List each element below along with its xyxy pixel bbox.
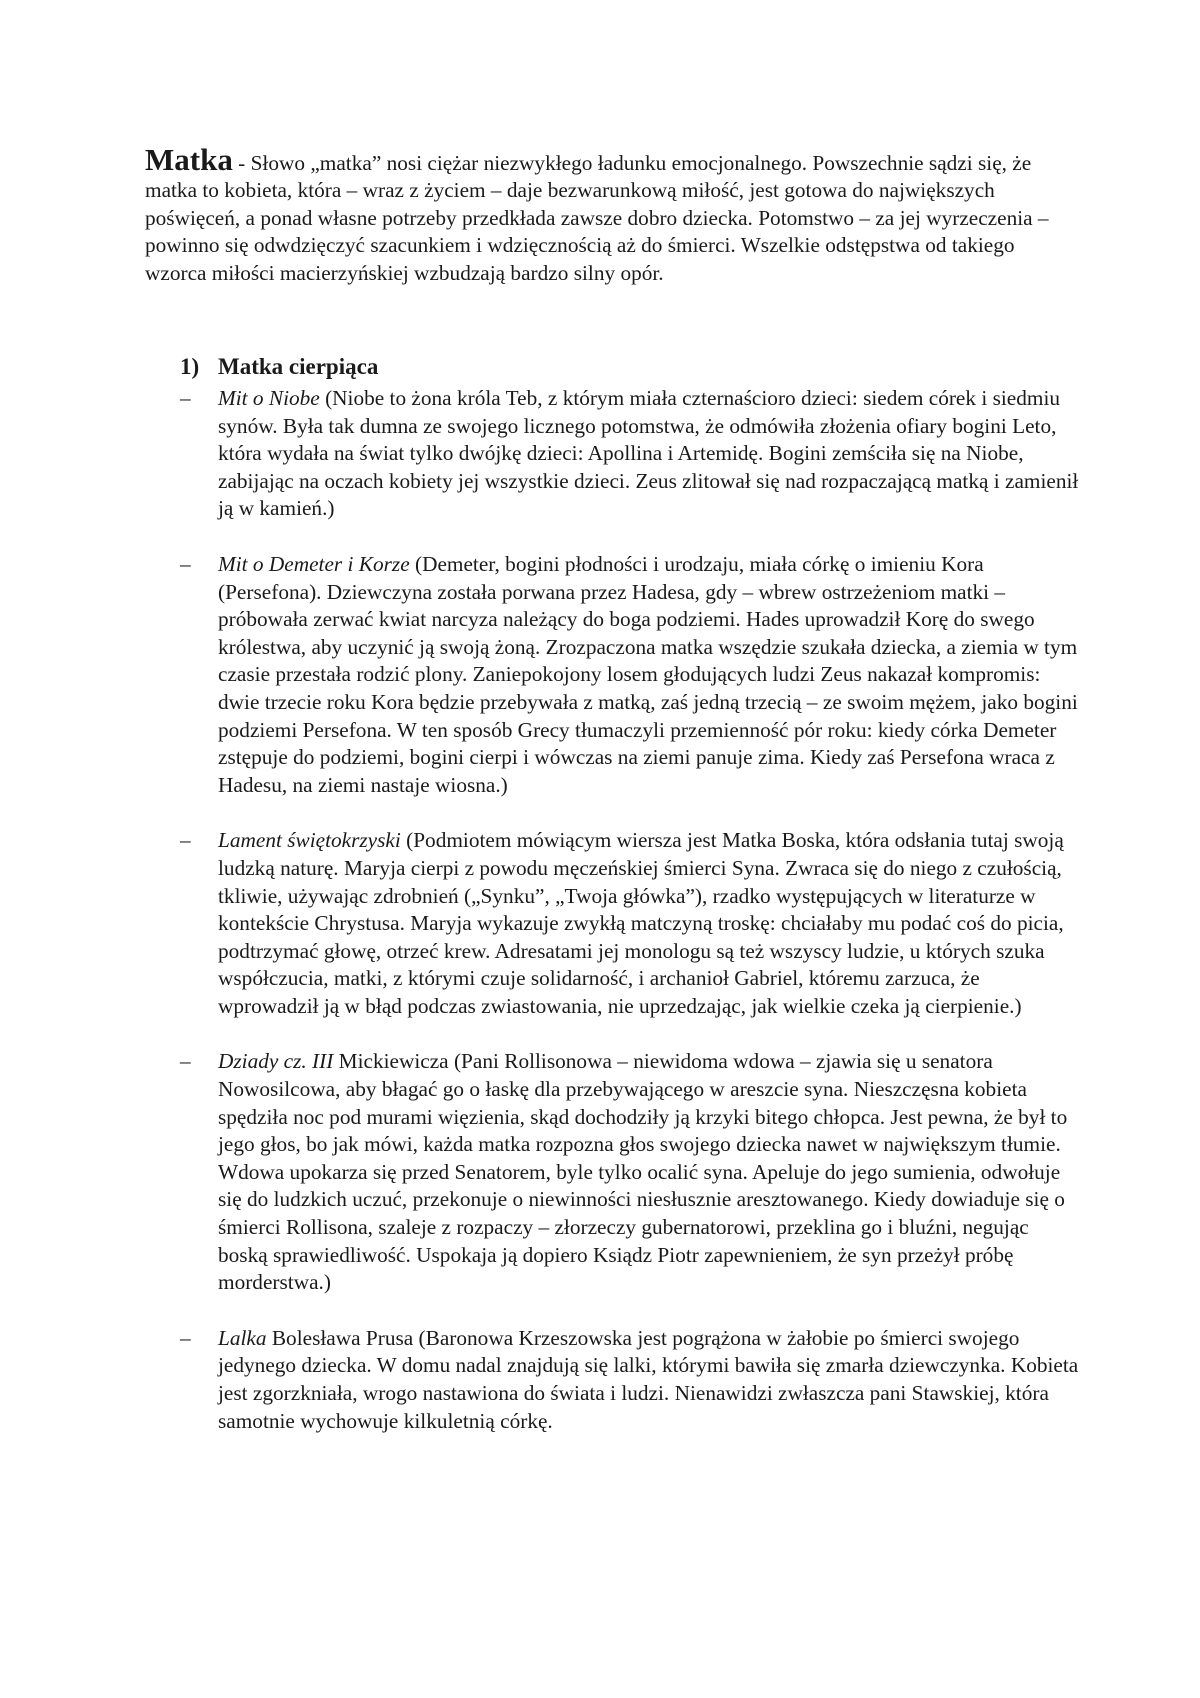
list-item-text [218, 1325, 1083, 1435]
list-item [180, 385, 1080, 523]
item-description: (Demeter, bogini płodności i urodzaju, miała córkę o imieniu Kora (Persefona). Dziewczyna została porwana przez Hadesa, gdy – wbrew ostrzeżeniom matki – próbowała zerwać kwiat narcyza należący do boga podziemi. Hades uprowadził Korę do swego królestwa, aby uczynić ją swoją żoną. Zrozpaczona matka wszędzie szukała dziecka, a ziemia w tym czasie przestała rodzić plony. Zaniepokojony losem głodujących ludzi Zeus nakazał kompromis: dwie trzecie roku Kora będzie przebywała z matką, zaś jedną trzecią – ze swoim mężem, jako bogini podziemi Persefona. W ten sposób Grecy tłumaczyli przemienność pór roku: kiedy córka Demeter zstępuje do podziemi, bogini cierpi i wówczas na ziemi panuje zima. Kiedy zaś Persefona wraca z Hadesu, na ziemi nastaje wiosna.) [218, 551, 1078, 797]
work-author: Mickiewicza [333, 1049, 449, 1074]
list-item [180, 1325, 1080, 1435]
section-title: Matka cierpiąca [218, 354, 379, 379]
work-title: Dziady cz. III [218, 1049, 334, 1074]
list-item-text [218, 385, 1083, 523]
title-separator: - [232, 151, 251, 175]
list-item [180, 827, 1080, 1020]
list-item [180, 551, 1080, 799]
work-author: Bolesława Prusa [266, 1325, 414, 1350]
dash-bullet: – [180, 1049, 191, 1074]
section-number: 1) [180, 354, 200, 379]
work-title: Lalka [218, 1325, 267, 1350]
dash-bullet: – [180, 551, 191, 576]
dash-bullet: – [180, 386, 191, 410]
item-description: (Baronowa Krzeszowska jest pogrążona w żałobie po śmierci swojego jedynego dziecka. W domu nadal znajdują się lalki, którymi bawiła się zmarła dziewczynka. Kobieta jest zgorzkniała, wrogo nastawiona do świata i ludzi. Nienawidzi zwłaszcza pani Stawskiej, która samotnie wychowuje kilkuletnią córkę. [218, 1325, 1079, 1433]
list-item-text [218, 827, 1083, 1020]
example-list [180, 385, 1080, 1463]
list-item-text [218, 551, 1083, 799]
section-heading [180, 352, 780, 382]
list-item [180, 1048, 1080, 1296]
work-title: Mit o Niobe [218, 386, 320, 410]
intro-text: Słowo „matka” nosi ciężar niezwykłego ładunku emocjonalnego. Powszechnie sądzi się, że matka to kobieta, która – wraz z życiem – daje bezwarunkową miłość, jest gotowa do największych poświęceń, a ponad własne potrzeby przedkłada zawsze dobro dziecka. Potomstwo – za jej wyrzeczenia – powinno się odwdzięczyć szacunkiem i wdzięcznością aż do śmierci. Wszelkie odstępstwa od takiego wzorca miłości macierzyńskiej wzbudzają bardzo silny opór. [145, 151, 1049, 285]
list-item-text [218, 1048, 1083, 1296]
work-title: Lament świętokrzyski [218, 828, 401, 853]
item-description: (Podmiotem mówiącym wiersza jest Matka Boska, która odsłania tutaj swoją ludzką naturę. Maryja cierpi z powodu męczeńskiej śmierci Syna. Zwraca się do niego z czułością, tkliwie, używając zdrobnień („Synku”, „Twoja główka”), rzadko występujących w literaturze w kontekście Chrystusa. Maryja wykazuje zwykłą matczyną troskę: chciałaby mu podać coś do picia, podtrzymać głowę, otrzeć krew. Adresatami jej monologu są też wszyscy ludzie, u których szuka współczucia, matki, z którymi czuje solidarność, i archanioł Gabriel, któremu zarzuca, że wprowadził ją w błąd podczas zwiastowania, nie uprzedzając, jak wielkie czeka ją cierpienie.) [218, 828, 1064, 1018]
item-description: (Niobe to żona króla Teb, z którym miała czternaścioro dzieci: siedem córek i siedmiu synów. Była tak dumna ze swojego licznego potomstwa, że odmówiła złożenia ofiary bogini Leto, która wydała na świat tylko dwójkę dzieci: Apollina i Artemidę. Bogini zemściła się na Niobe, zabijając na oczach kobiety jej wszystkie dzieci. Zeus zlitował się nad rozpaczającą matką i zamienił ją w kamień.) [218, 386, 1079, 521]
dash-bullet: – [180, 828, 191, 853]
item-description: (Pani Rollisonowa – niewidoma wdowa – zjawia się u senatora Nowosilcowa, aby błagać go o łaskę dla przebywającego w areszcie syna. Nieszczęsna kobieta spędziła noc pod murami więzienia, skąd dochodziły ją krzyki bitego chłopca. Jest pewna, że był to jego głos, bo jak mówi, każda matka rozpozna głos swojego dziecka nawet w największym tłumie. Wdowa upokarza się przed Senatorem, byle tylko ocalić syna. Apeluje do jego sumienia, odwołuje się do ludzkich uczuć, przekonuje o niewinności niesłusznie aresztowanego. Kiedy dowiaduje się o śmierci Rollisona, szaleje z rozpaczy – złorzeczy gubernatorowi, przeklina go i bluźni, negując boską sprawiedliwość. Uspokaja ją dopiero Ksiądz Piotr zapewnieniem, że syn przeżył próbę morderstwa.) [218, 1049, 1068, 1295]
intro-paragraph [145, 142, 1057, 287]
dash-bullet: – [180, 1325, 191, 1350]
document-title: Matka [145, 142, 233, 177]
work-title: Mit o Demeter i Korze [218, 551, 410, 576]
